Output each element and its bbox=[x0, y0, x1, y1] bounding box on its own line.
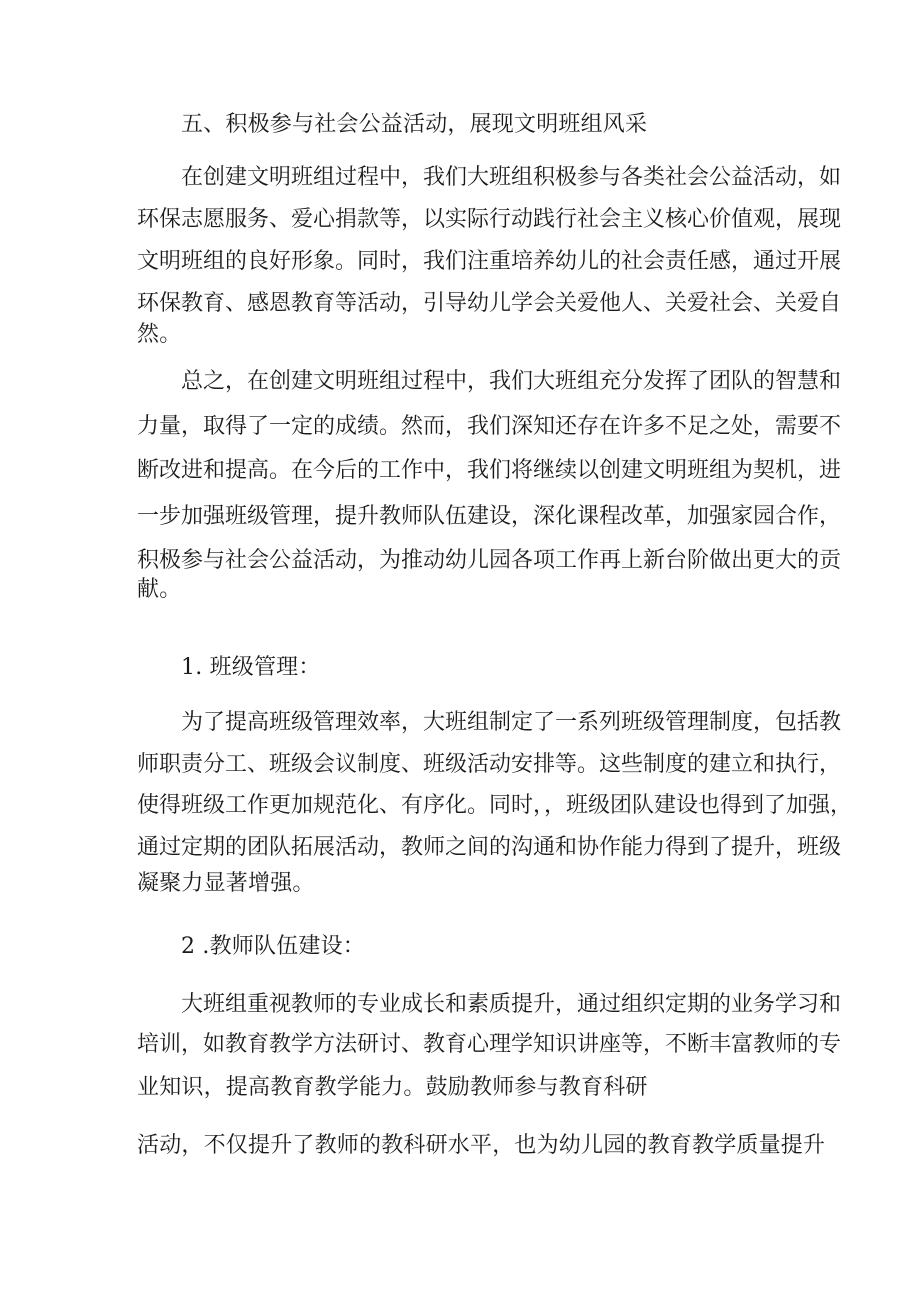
section-5-heading: 五、积极参与社会公益活动，展现文明班组风采 bbox=[181, 112, 648, 137]
summary-line-2: 力量，取得了一定的成绩。然而，我们深知还存在许多不足之处，需要不 bbox=[137, 414, 842, 439]
section-5-line-2: 环保志愿服务、爱心捐款等，以实际行动践行社会主义核心价值观，展现 bbox=[137, 207, 842, 232]
section-5-line-1: 在创建文明班组过程中，我们大班组积极参与各类社会公益活动，如 bbox=[181, 165, 842, 190]
item-1-heading: 1. 班级管理： bbox=[181, 655, 321, 680]
item-2-heading: 2 .教师队伍建设： bbox=[181, 934, 365, 959]
item-1-line-1: 为了提高班级管理效率，大班组制定了一系列班级管理制度，包括教 bbox=[181, 710, 842, 735]
summary-line-3: 断改进和提高。在今后的工作中，我们将继续以创建文明班组为契机，进 bbox=[137, 458, 842, 483]
section-5-line-4: 环保教育、感恩教育等活动，引导幼儿学会关爱他人、关爱社会、关爱自 bbox=[137, 291, 842, 316]
item-1-line-5: 凝聚力显著增强。 bbox=[137, 871, 315, 896]
summary-line-4: 一步加强班级管理，提升教师队伍建设，深化课程改革，加强家园合作， bbox=[137, 504, 842, 529]
section-5-line-5: 然。 bbox=[137, 322, 182, 347]
item-1-line-4: 通过定期的团队拓展活动，教师之间的沟通和协作能力得到了提升，班级 bbox=[137, 835, 842, 860]
item-2-line-2: 培训，如教育教学方法研讨、教育心理学知识讲座等，不断丰富教师的专 bbox=[137, 1032, 842, 1057]
item-1-line-2: 师职责分工、班级会议制度、班级活动安排等。这些制度的建立和执行， bbox=[137, 752, 842, 777]
summary-line-5: 积极参与社会公益活动，为推动幼儿园各项工作再上新台阶做出更大的贡 bbox=[137, 548, 842, 573]
section-5-line-3: 文明班组的良好形象。同时，我们注重培养幼儿的社会责任感，通过开展 bbox=[137, 249, 842, 274]
summary-line-6: 献。 bbox=[137, 577, 182, 602]
item-2-line-3: 业知识，提高教育教学能力。鼓励教师参与教育科研 bbox=[137, 1075, 648, 1100]
trailing-line: 活动，不仅提升了教师的教科研水平，也为幼儿园的教育教学质量提升 bbox=[137, 1133, 826, 1158]
summary-line-1: 总之，在创建文明班组过程中，我们大班组充分发挥了团队的智慧和 bbox=[181, 369, 842, 394]
item-2-line-1: 大班组重视教师的专业成长和素质提升，通过组织定期的业务学习和 bbox=[181, 992, 842, 1017]
item-1-line-3: 使得班级工作更加规范化、有序化。同时，，班级团队建设也得到了加强， bbox=[137, 793, 853, 818]
